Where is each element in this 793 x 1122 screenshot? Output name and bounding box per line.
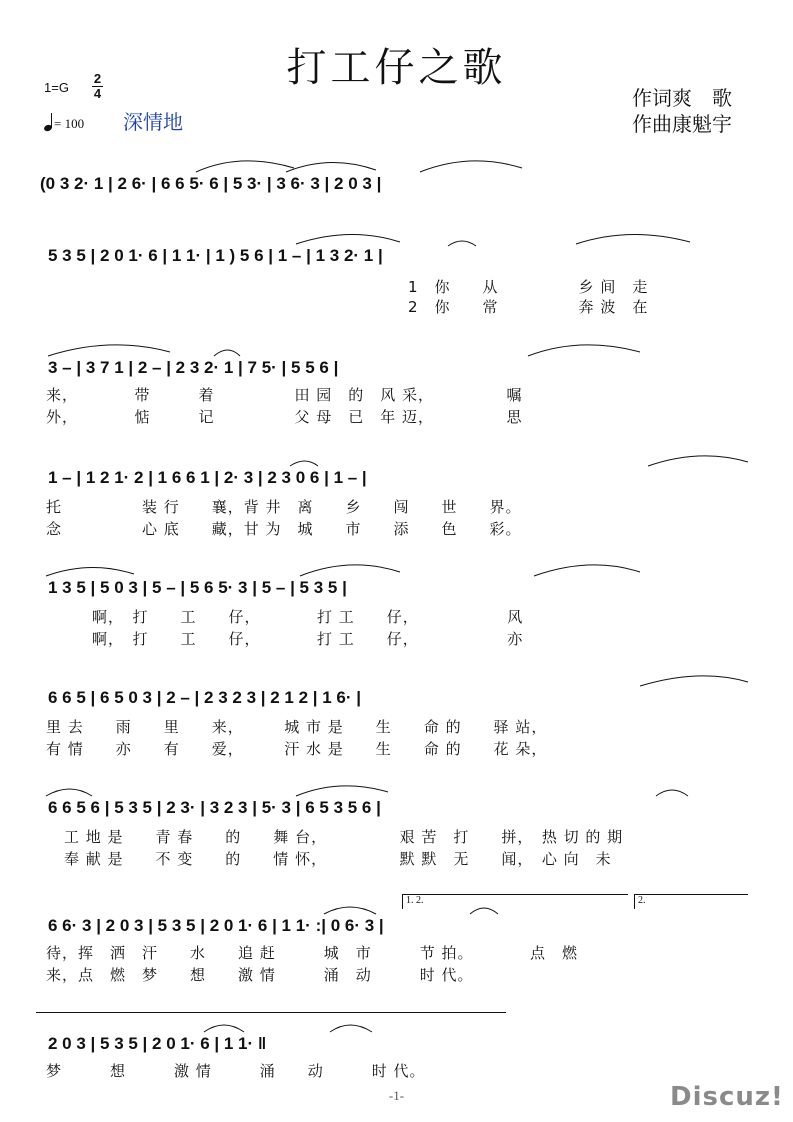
slur — [324, 907, 376, 914]
page-number: -1- — [388, 1088, 405, 1103]
lyric-verse-2: 2 你 常 奔 波 在 — [408, 298, 649, 316]
lyric-verse-1: 啊， 打 工 仔， 打 工 仔， 风 — [92, 608, 524, 626]
lyric-verse-2: 奉 献 是 不 变 的 情 怀， 默 默 无 闻， 心 向 未 — [64, 850, 612, 868]
time-signature-bottom: 4 — [93, 86, 102, 101]
notation-line: 6 6 5 6 | 5 3 5 | 2 3· | 3 2 3 | 5· 3 | 6 5 3 5 6 | — [48, 798, 381, 817]
lyric-verse-1: 托 装 行 襄，背 井 离 乡 闯 世 界。 — [46, 498, 522, 516]
lyric-verse-1: 里 去 雨 里 来， 城 市 是 生 命 的 驿 站， — [46, 718, 548, 736]
slur — [204, 1025, 244, 1032]
slur — [420, 161, 522, 172]
slur — [46, 567, 134, 576]
notation-line: 1 3 5 | 5 0 3 | 5 – | 5 6 5· 3 | 5 – | 5 3 5 | — [48, 578, 347, 597]
slur — [648, 456, 748, 466]
composer-credit: 作曲康魁宇 — [632, 112, 732, 136]
slur — [534, 565, 640, 576]
lyric-verse-2: 有 情 亦 有 爱， 汗 水 是 生 命 的 花 朵， — [46, 740, 548, 758]
notation-line: 5 3 5 | 2 0 1· 6 | 1 1· | 1 ) 5 6 | 1 – | 1 3 2· 1 | — [48, 246, 383, 265]
slur — [214, 350, 240, 356]
notation-line: 1 – | 1 2 1· 2 | 1 6 6 1 | 2· 3 | 2 3 0 6 | 1 – | — [48, 468, 367, 487]
slur — [576, 234, 690, 244]
lyric-verse-2: 外， 惦 记 父 母 已 年 迈， 思 — [46, 408, 523, 426]
lyric-verse-1: 来， 带 着 田 园 的 风 采， 嘱 — [46, 386, 523, 404]
lyric-verse-1: 1 你 从 乡 间 走 — [408, 278, 649, 296]
lyric-verse-2: 念 心 底 藏，甘 为 城 市 添 色 彩。 — [46, 520, 522, 538]
lyric-verse-2: 啊， 打 工 仔， 打 工 仔， 亦 — [92, 630, 524, 648]
lyric-verse-2: 来，点 燃 梦 想 激 情 涌 动 时 代。 — [46, 966, 474, 984]
watermark: Discuz! — [670, 1082, 784, 1112]
slur — [290, 461, 318, 466]
notation-line: 3 – | 3 7 1 | 2 – | 2 3 2· 1 | 7 5· | 5 5 6 | — [48, 358, 339, 377]
volta-2: 2. — [634, 894, 748, 909]
volta-1-2: 1. 2. — [402, 894, 628, 909]
notation-line: 2 0 3 | 5 3 5 | 2 0 1· 6 | 1 1· ‖ — [48, 1034, 267, 1053]
notation-line: 6 6 5 | 6 5 0 3 | 2 – | 2 3 2 3 | 2 1 2 | 1 6· | — [48, 688, 362, 707]
slur — [296, 234, 400, 244]
lyric-verse-1: 待，挥 洒 汗 水 追 赶 城 市 节 拍。 点 燃 — [46, 944, 579, 962]
slur — [640, 676, 748, 686]
notation-line: 6 6· 3 | 2 0 3 | 5 3 5 | 2 0 1· 6 | 1 1· :| 0 6· 3 | — [48, 916, 384, 935]
lyric-verse-1: 工 地 是 青 春 的 舞 台， 艰 苦 打 拼， 热 切 的 期 — [64, 828, 624, 846]
slur — [448, 241, 476, 246]
slur — [296, 786, 388, 796]
slur — [470, 908, 498, 914]
time-signature-top: 2 — [93, 71, 102, 86]
song-title: 打工仔之歌 — [286, 45, 507, 91]
expression-marking: 深情地 — [123, 110, 183, 134]
slur — [196, 161, 294, 172]
key-signature: 1=G — [44, 80, 69, 95]
slur — [46, 789, 92, 796]
slur — [286, 162, 376, 172]
slur — [528, 345, 640, 356]
tempo-value: = 100 — [54, 116, 85, 131]
slur — [300, 565, 400, 576]
slur — [48, 345, 170, 356]
lyricist-credit: 作词爽 歌 — [632, 86, 732, 110]
lyric-verse-1: 梦 想 激 情 涌 动 时 代。 — [46, 1062, 426, 1080]
notation-line: (0 3 2· 1 | 2 6· | 6 6 5· 6 | 5 3· | 3 6· 3 | 2 0 3 | — [40, 174, 382, 193]
slur — [330, 1025, 372, 1032]
slur — [656, 790, 688, 796]
